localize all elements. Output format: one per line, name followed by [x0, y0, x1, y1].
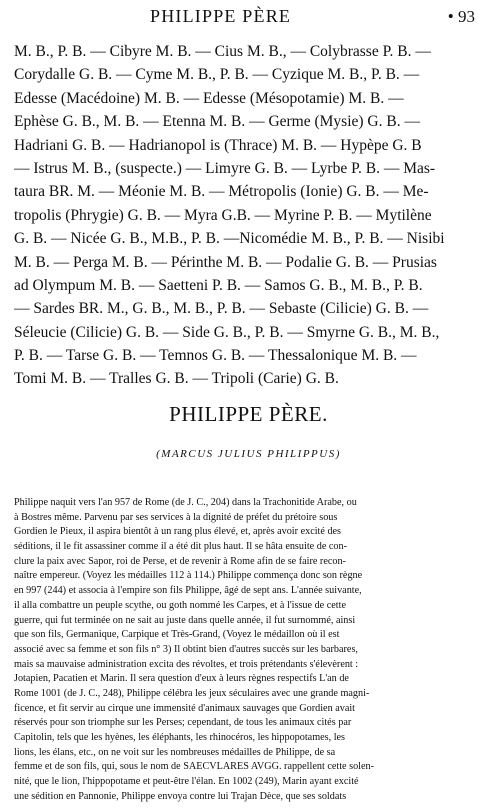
body-text-line: guerre, qui fut terminée on ne sait au juste dans quelle année, il fut surnommé, ainsi: [14, 614, 356, 626]
body-text-line: à Bostres même. Parvenu par ses services à la dignité de préfet du prétoire sous: [14, 511, 338, 523]
body-text-line: lions, les élans, etc., on ne voit sur les nombreuses médailles de Philippe, de sa: [14, 746, 336, 758]
section-subtitle: (MARCUS JULIUS PHILIPPUS): [156, 448, 341, 460]
body-text-line: nité, que le lion, l'hippopotame et peut-être l'élan. En 1002 (249), Marin ayant excité: [14, 776, 359, 788]
running-head: [0, 6, 497, 28]
body-text-line: une sédition en Pannonie, Philippe envoya contre lui Trajan Dèce, que ses soldats: [14, 790, 347, 802]
biography-text: [14, 496, 484, 804]
body-text-line: que son fils, Germanique, Carpique et Très-Grand, (Voyez le médaillon où il est: [14, 629, 340, 641]
city-list-line: Ephèse G. B., M. B. — Etenna M. B. — Germe (Mysie) G. B. —: [14, 113, 420, 131]
running-title: PHILIPPE PÈRE: [150, 6, 292, 26]
city-list-line: Hadriani G. B. — Hadrianopol is (Thrace) M. B. — Hypèpe G. B: [14, 136, 422, 154]
body-text-line: Philippe naquit vers l'an 957 de Rome (de J. C., 204) dans la Trachonitide Arabe, ou: [14, 497, 357, 508]
city-list-line: — Istrus M. B., (suspecte.) — Limyre G. B. — Lyrbe P. B. — Mas-: [14, 159, 436, 177]
city-list-line: Séleucie (Cilicie) G. B. — Side G. B., P. B. — Smyrne G. B., M. B.,: [14, 323, 440, 341]
city-list-line: G. B. — Nicée G. B., M.B., P. B. —Nicomédie M. B., P. B. — Nisibi: [14, 230, 445, 248]
body-text-line: réservés pour son triomphe sur les Perses; cependant, de tous les animaux cités par: [14, 717, 352, 729]
mint-city-list: [14, 40, 482, 391]
city-list-line: M. B. — Perga M. B. — Périnthe M. B. — Podalie G. B. — Prusias: [14, 253, 437, 271]
city-list-line: — Sardes BR. M., G. B., M. B., P. B. — Sebaste (Cilicie) G. B. —: [14, 300, 429, 318]
city-list-line: P. B. — Tarse G. B. — Temnos G. B. — Thessalonique M. B. —: [14, 347, 417, 365]
body-text-line: clure la paix avec Sapor, roi de Perse, et de revenir à Rome afin de se faire recon-: [14, 555, 346, 567]
city-list-line: ad Olympum M. B. — Saetteni P. B. — Samos G. B., M. B., P. B.: [14, 276, 423, 294]
city-list-line: taura BR. M. — Méonie M. B. — Métropolis (Ionie) G. B. — Me-: [14, 183, 429, 201]
body-text-line: séditions, il le fit assassiner comme il a été dit plus haut. Il se hâta ensuite de con-: [14, 541, 347, 553]
body-text-line: il alla combattre un peuple scythe, ou goth nommé les Carpes, et à l'issue de cette: [14, 599, 346, 611]
body-text-line: ficence, et fit servir au cirque une immensité d'animaux sauvages que Gordien avait: [14, 702, 356, 714]
city-list-line: Corydalle G. B. — Cyme M. B., P. B. — Cyzique M. B., P. B. —: [14, 66, 420, 84]
city-list-line: Tomi M. B. — Tralles G. B. — Tripoli (Carie) G. B.: [14, 370, 339, 388]
body-text-line: Capitolin, tels que les hyènes, les éléphants, les rhinocéros, les hippopotames, les: [14, 732, 346, 743]
section-title: PHILIPPE PÈRE.: [169, 402, 328, 426]
city-list-line: tropolis (Phrygie) G. B. — Myra G.B. — Myrine P. B. — Mytilène: [14, 206, 432, 224]
body-text-line: Rome 1001 (de J. C., 248), Philippe célébra les jeux séculaires avec une grande magni-: [14, 687, 370, 699]
city-list-line: M. B., P. B. — Cibyre M. B. — Cius M. B., — Colybrasse P. B. —: [14, 43, 431, 60]
body-text-line: Jotapien, Pacatien et Marin. Il sera question d'eux à leurs règnes respectifs L'an de: [14, 673, 349, 685]
body-text-line: Gordien le Pieux, il aspira bientôt à un rang plus élevé, et, après avoir excité des: [14, 526, 342, 538]
body-text-line: mais sa mauvaise administration excita des révoltes, et trois prétendants s'élevèrent :: [14, 658, 359, 670]
body-text-line: associé avec sa femme et son fils n° 3) Il obtint bien d'autres succès sur les barbares,: [14, 643, 358, 655]
body-text-line: en 997 (244) et associa à l'empire son fils Philippe, âgé de sept ans. L'année suivante,: [14, 585, 362, 597]
body-text-line: femme et de son fils, qui, sous le nom de SAECVLARES AVGG. rappellent cette solen-: [14, 761, 374, 773]
city-list-line: Edesse (Macédoine) M. B. — Edesse (Mésopotamie) M. B. —: [14, 89, 404, 107]
body-text-line: naître empereur. (Voyez les médailles 112 à 114.) Philippe commença donc son règne: [14, 570, 363, 582]
page-number: • 93: [447, 7, 475, 26]
